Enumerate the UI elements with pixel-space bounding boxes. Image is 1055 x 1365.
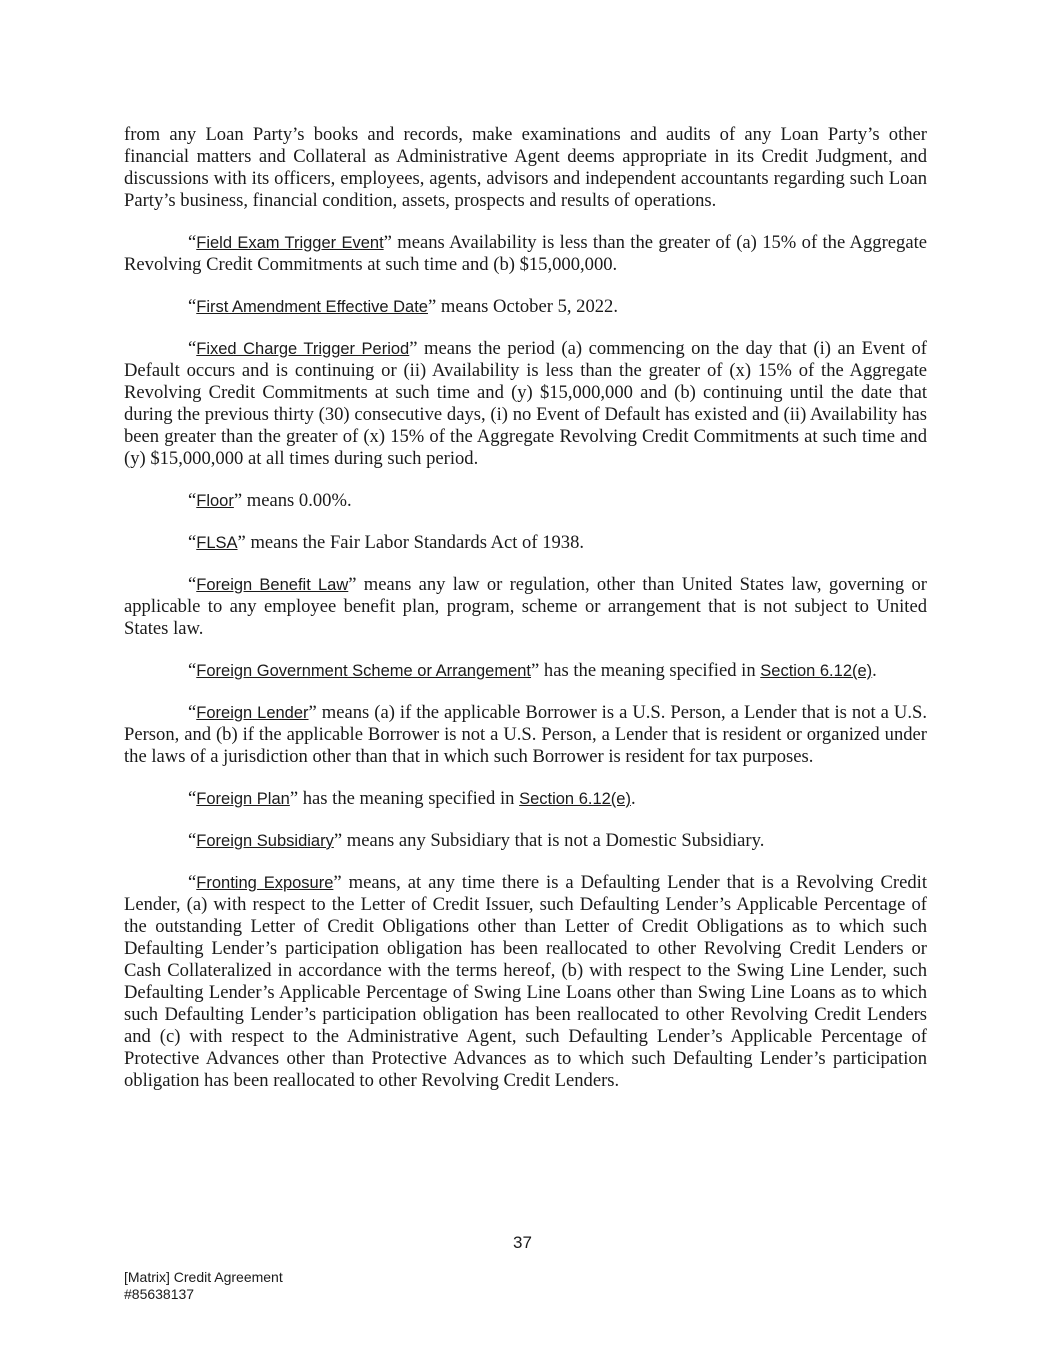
definition-floor [124,490,927,512]
open-quote: “ [188,574,197,595]
definition-tail: . [630,788,636,809]
defined-term: Floor [196,492,234,510]
paragraph-text: from any Loan Party’s books and records, make examinations and audits of any Loan Party’s other financial matters and Collateral as Administrative Agent deems appropriate in its Credit Judgment, and discussions with its officers, employees, agents, advisors and independent accountants regarding such Loan Party’s business, financial condition, assets, prospects and results of operations. [124,124,927,211]
definition-foreign-lender [124,702,927,768]
definition-text: ” means (a) if the applicable Borrower is a U.S. Person, a Lender that is not a U.S. Person, and (b) if the applicable Borrower is not a U.S. Person, a Lender that is resident or organized under the laws of a jurisdiction other than that in which such Borrower is resident for tax purposes. [124,702,927,767]
defined-term: Foreign Lender [196,704,309,722]
page-number: 37 [513,1233,532,1252]
paragraph-continuation [124,124,927,212]
footer-document-id: #85638137 [124,1286,195,1302]
definition-field-exam-trigger-event [124,232,927,276]
defined-term: Foreign Subsidiary [196,832,334,850]
open-quote: “ [188,296,197,317]
definition-foreign-benefit-law [124,574,927,640]
open-quote: “ [188,830,197,851]
open-quote: “ [188,660,197,681]
definition-text: ” has the meaning specified in [531,660,761,681]
definition-flsa [124,532,927,554]
open-quote: “ [188,232,197,253]
open-quote: “ [188,788,197,809]
document-body [124,124,927,1112]
defined-term: Foreign Plan [196,790,290,808]
defined-term: Fixed Charge Trigger Period [196,340,410,358]
open-quote: “ [188,532,197,553]
defined-term: Foreign Government Scheme or Arrangement [196,662,532,680]
definition-fronting-exposure [124,872,927,1092]
defined-term: First Amendment Effective Date [196,298,428,316]
footer-document-title: [Matrix] Credit Agreement [124,1269,283,1285]
open-quote: “ [188,338,197,359]
open-quote: “ [188,702,197,723]
defined-term: Field Exam Trigger Event [196,234,384,252]
definition-foreign-plan [124,788,927,810]
open-quote: “ [188,872,197,893]
section-reference-link[interactable]: Section 6.12(e) [519,790,631,808]
definition-text: ” means, at any time there is a Defaulting Lender that is a Revolving Credit Lender, (a) with respect to the Letter of Credit Issuer, such Defaulting Lender’s Applicable Percentage of the outstanding Letter of Credit Obligations other than Letter of Credit Obligations as to which such Defaulting Lender’s participation obligation has been reallocated to other Revolving Credit Lenders or Cash Collateralized in accordance with the terms hereof, (b) with respect to the Swing Line Lender, such Defaulting Lender’s Applicable Percentage of Swing Line Loans other than Swing Line Loans as to which such Defaulting Lender’s participation obligation has been reallocated to other Revolving Credit Lenders and (c) with respect to the Administrative Agent, such Defaulting Lender’s Applicable Percentage of Protective Advances other than Protective Advances as to which such Defaulting Lender’s participation obligation has been reallocated to other Revolving Credit Lenders. [124,872,927,1091]
defined-term: Foreign Benefit Law [196,576,349,594]
definition-text: ” means the period (a) commencing on the day that (i) an Event of Default occurs and is continuing or (ii) Availability is less than the greater of (x) 15% of the Aggregate Revolving Credit Commitments at such time and (y) $15,000,000 and (b) continuing until the date that during the previous thirty (30) consecutive days, (i) no Event of Default has existed and (ii) Availability has been greater than the greater of (x) 15% of the Aggregate Revolving Credit Commitments at such time and (y) $15,000,000 at all times during such period. [124,338,927,469]
definition-first-amendment-effective-date [124,296,927,318]
definition-text: ” means any law or regulation, other than United States law, governing or applicable to any employee benefit plan, program, scheme or arrangement that is not subject to United States law. [124,574,927,639]
definition-tail: . [872,660,877,681]
footer [124,1269,283,1303]
definition-text: ” means October 5, 2022. [427,296,618,317]
definition-foreign-government-scheme [124,660,927,682]
section-reference-link[interactable]: Section 6.12(e) [760,662,873,680]
definition-text: ” means the Fair Labor Standards Act of 1938. [237,532,585,553]
definition-text: ” has the meaning specified in [289,788,520,809]
definition-fixed-charge-trigger-period [124,338,927,470]
definition-text: ” means any Subsidiary that is not a Domestic Subsidiary. [333,830,765,851]
definition-foreign-subsidiary [124,830,927,852]
open-quote: “ [188,490,197,511]
defined-term: FLSA [196,534,238,552]
defined-term: Fronting Exposure [196,874,334,892]
definition-text: ” means Availability is less than the greater of (a) 15% of the Aggregate Revolving Credit Commitments at such time and (b) $15,000,000. [124,232,927,275]
definition-text: ” means 0.00%. [233,490,352,511]
